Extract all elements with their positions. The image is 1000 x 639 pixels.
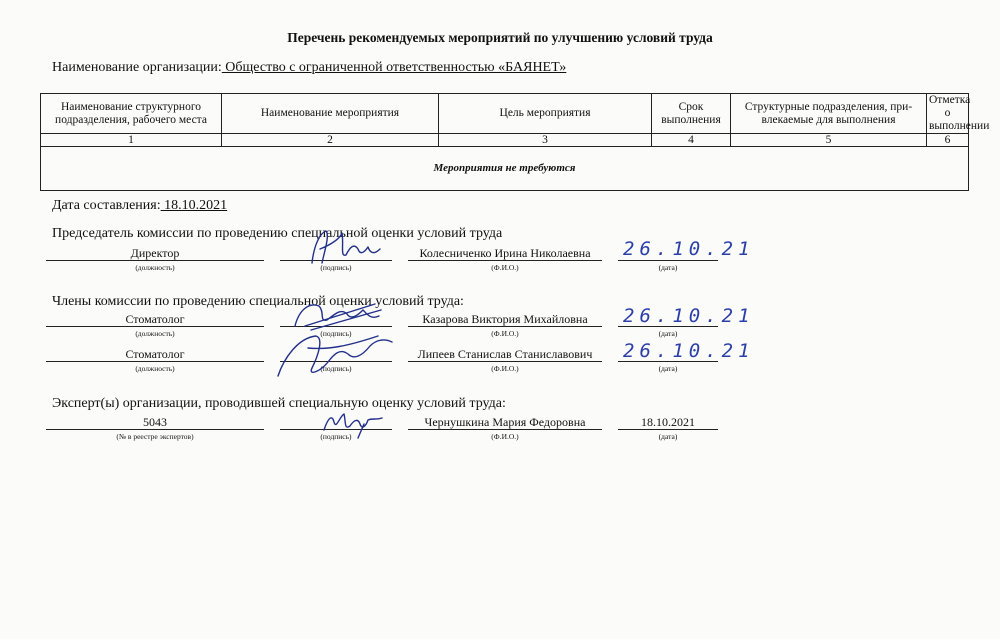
- signature-caption: (подпись): [320, 329, 352, 338]
- position-caption: (должность): [135, 364, 175, 373]
- chairman-handwritten-date: 26.10.21: [623, 238, 755, 260]
- fio-caption: (Ф.И.О.): [491, 263, 519, 272]
- date-caption: (дата): [658, 329, 678, 338]
- table-header-cell: Структурные подразделения, при-влекаемые для выполнения: [731, 94, 927, 134]
- expert-signature-icon: [318, 408, 388, 440]
- chairman-name: Колесниченко Ирина Николаевна: [408, 246, 602, 261]
- chairman-position: Директор: [46, 246, 264, 261]
- fio-caption: (Ф.И.О.): [491, 364, 519, 373]
- expert-registry-number: 5043: [46, 415, 264, 430]
- date-caption: (дата): [658, 432, 678, 441]
- member-position: Стоматолог: [46, 347, 264, 362]
- member-position: Стоматолог: [46, 312, 264, 327]
- signature-caption: (подпись): [320, 432, 352, 441]
- column-number: 1: [41, 134, 222, 147]
- date-caption: (дата): [658, 364, 678, 373]
- table-header-cell: Наименование мероприятия: [222, 94, 439, 134]
- fio-caption: (Ф.И.О.): [491, 432, 519, 441]
- measures-table: [40, 93, 990, 191]
- date-compiled-value: 18.10.2021: [160, 198, 228, 213]
- organization-line: [52, 60, 566, 76]
- organization-name: Общество с ограниченной ответственностью «БАЯНЕТ»: [221, 60, 567, 75]
- table-header-row: [41, 94, 969, 134]
- table-body-text: Мероприятия не требуются: [41, 147, 969, 191]
- table-row: [41, 147, 969, 191]
- organization-label: Наименование организации:: [52, 60, 222, 75]
- fio-caption: (Ф.И.О.): [491, 329, 519, 338]
- table-header-cell: Цель мероприятия: [439, 94, 652, 134]
- position-caption: (должность): [135, 263, 175, 272]
- member-signature-icon: [268, 328, 398, 380]
- member-handwritten-date: 26.10.21: [623, 340, 755, 362]
- registry-caption: (№ в реестре экспертов): [116, 432, 194, 441]
- table-header-cell: Отметка о выполнении: [927, 94, 969, 134]
- column-number: 5: [731, 134, 927, 147]
- table-header-cell: Срок выполнения: [652, 94, 731, 134]
- column-number: 2: [222, 134, 439, 147]
- signature-caption: (подпись): [320, 263, 352, 272]
- column-number: 3: [439, 134, 652, 147]
- date-compiled-line: [52, 198, 227, 214]
- document-title: Перечень рекомендуемых мероприятий по улучшению условий труда: [287, 30, 713, 45]
- expert-name: Чернушкина Мария Федоровна: [408, 415, 602, 430]
- date-compiled-label: Дата составления:: [52, 198, 161, 213]
- member-name: Липеев Станислав Станиславович: [408, 347, 602, 362]
- table-number-row: [41, 134, 969, 147]
- member-name: Казарова Виктория Михайловна: [408, 312, 602, 327]
- column-number: 4: [652, 134, 731, 147]
- column-number: 6: [927, 134, 969, 147]
- expert-date: 18.10.2021: [618, 415, 718, 430]
- signature-caption: (подпись): [320, 364, 352, 373]
- member-handwritten-date: 26.10.21: [623, 305, 755, 327]
- chairman-heading: Председатель комиссии по проведению специальной оценки условий труда: [52, 226, 503, 241]
- position-caption: (должность): [135, 329, 175, 338]
- expert-heading: Эксперт(ы) организации, проводившей специальную оценку условий труда:: [52, 396, 506, 411]
- table-header-cell: Наименование структурного подразделения, рабочего места: [41, 94, 222, 134]
- chairman-signature-icon: [300, 225, 390, 270]
- date-caption: (дата): [658, 263, 678, 272]
- members-heading: Члены комиссии по проведению специальной оценки условий труда:: [52, 294, 464, 309]
